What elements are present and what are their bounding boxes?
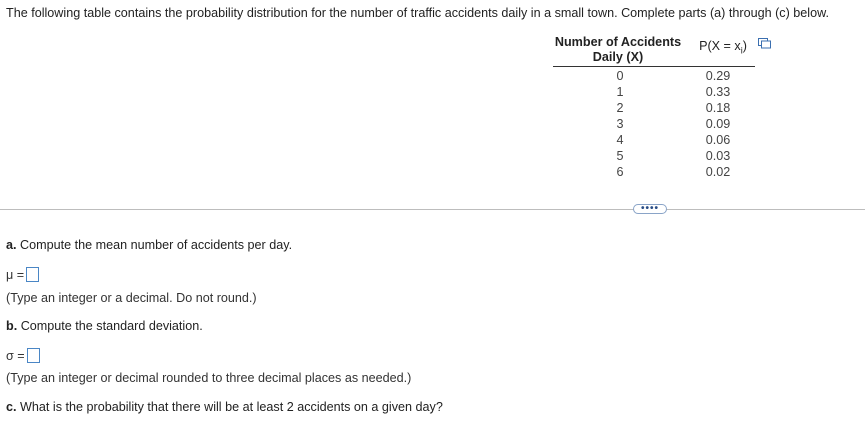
part-b-question: [6, 319, 203, 333]
table-cell-x: 3: [616, 117, 624, 131]
table-cell-x: 0: [616, 69, 624, 83]
part-a-text: Compute the mean number of accidents per day.: [16, 238, 293, 252]
table-header-p-main: P(X = x: [699, 39, 741, 53]
table-cell-p: 0.02: [705, 165, 731, 179]
section-divider: [0, 209, 865, 210]
table-header-rule: [553, 66, 755, 67]
table-cell-x: 4: [616, 133, 624, 147]
table-header-x-line2: Daily (X): [592, 50, 644, 64]
part-b-text: Compute the standard deviation.: [17, 319, 203, 333]
table-cell-x: 6: [616, 165, 624, 179]
table-cell-p: 0.33: [705, 85, 731, 99]
table-header-p-close: ): [742, 39, 747, 53]
table-column-p: [692, 68, 744, 180]
part-b-label: b.: [6, 319, 18, 333]
table-header-x-line1: Number of Accidents: [554, 35, 682, 49]
part-a-question: [6, 238, 292, 252]
standard-deviation-input[interactable]: [27, 348, 40, 363]
table-header-x: [548, 35, 688, 65]
part-a-label: a.: [6, 238, 17, 252]
table-cell-x: 1: [616, 85, 624, 99]
mean-answer-row: [6, 267, 39, 282]
table-header-p: [692, 39, 754, 56]
table-cell-p: 0.18: [705, 101, 731, 115]
part-a-hint: (Type an integer or a decimal. Do not round.): [6, 291, 257, 305]
sd-answer-row: [6, 348, 40, 363]
table-cell-p: 0.03: [705, 149, 731, 163]
mean-input[interactable]: [26, 267, 39, 282]
table-cell-x: 2: [616, 101, 624, 115]
mu-symbol: μ =: [6, 267, 25, 282]
part-c-question: [6, 400, 443, 414]
problem-intro: The following table contains the probability distribution for the number of traffic accidents daily in a small town. Complete parts (a) through (c) below.: [6, 6, 829, 20]
table-cell-p: 0.09: [705, 117, 731, 131]
copy-icon[interactable]: [758, 38, 772, 49]
table-cell-x: 5: [616, 149, 624, 163]
part-b-hint: (Type an integer or decimal rounded to three decimal places as needed.): [6, 371, 412, 385]
part-c-text: What is the probability that there will be at least 2 accidents on a given day?: [16, 400, 443, 414]
show-more-button[interactable]: ••••: [633, 204, 667, 214]
sigma-symbol: σ =: [6, 348, 25, 363]
table-header-p-sub: i: [740, 45, 743, 56]
table-column-x: [590, 68, 650, 180]
part-c-label: c.: [6, 400, 17, 414]
table-cell-p: 0.29: [705, 69, 731, 83]
table-cell-p: 0.06: [705, 133, 731, 147]
